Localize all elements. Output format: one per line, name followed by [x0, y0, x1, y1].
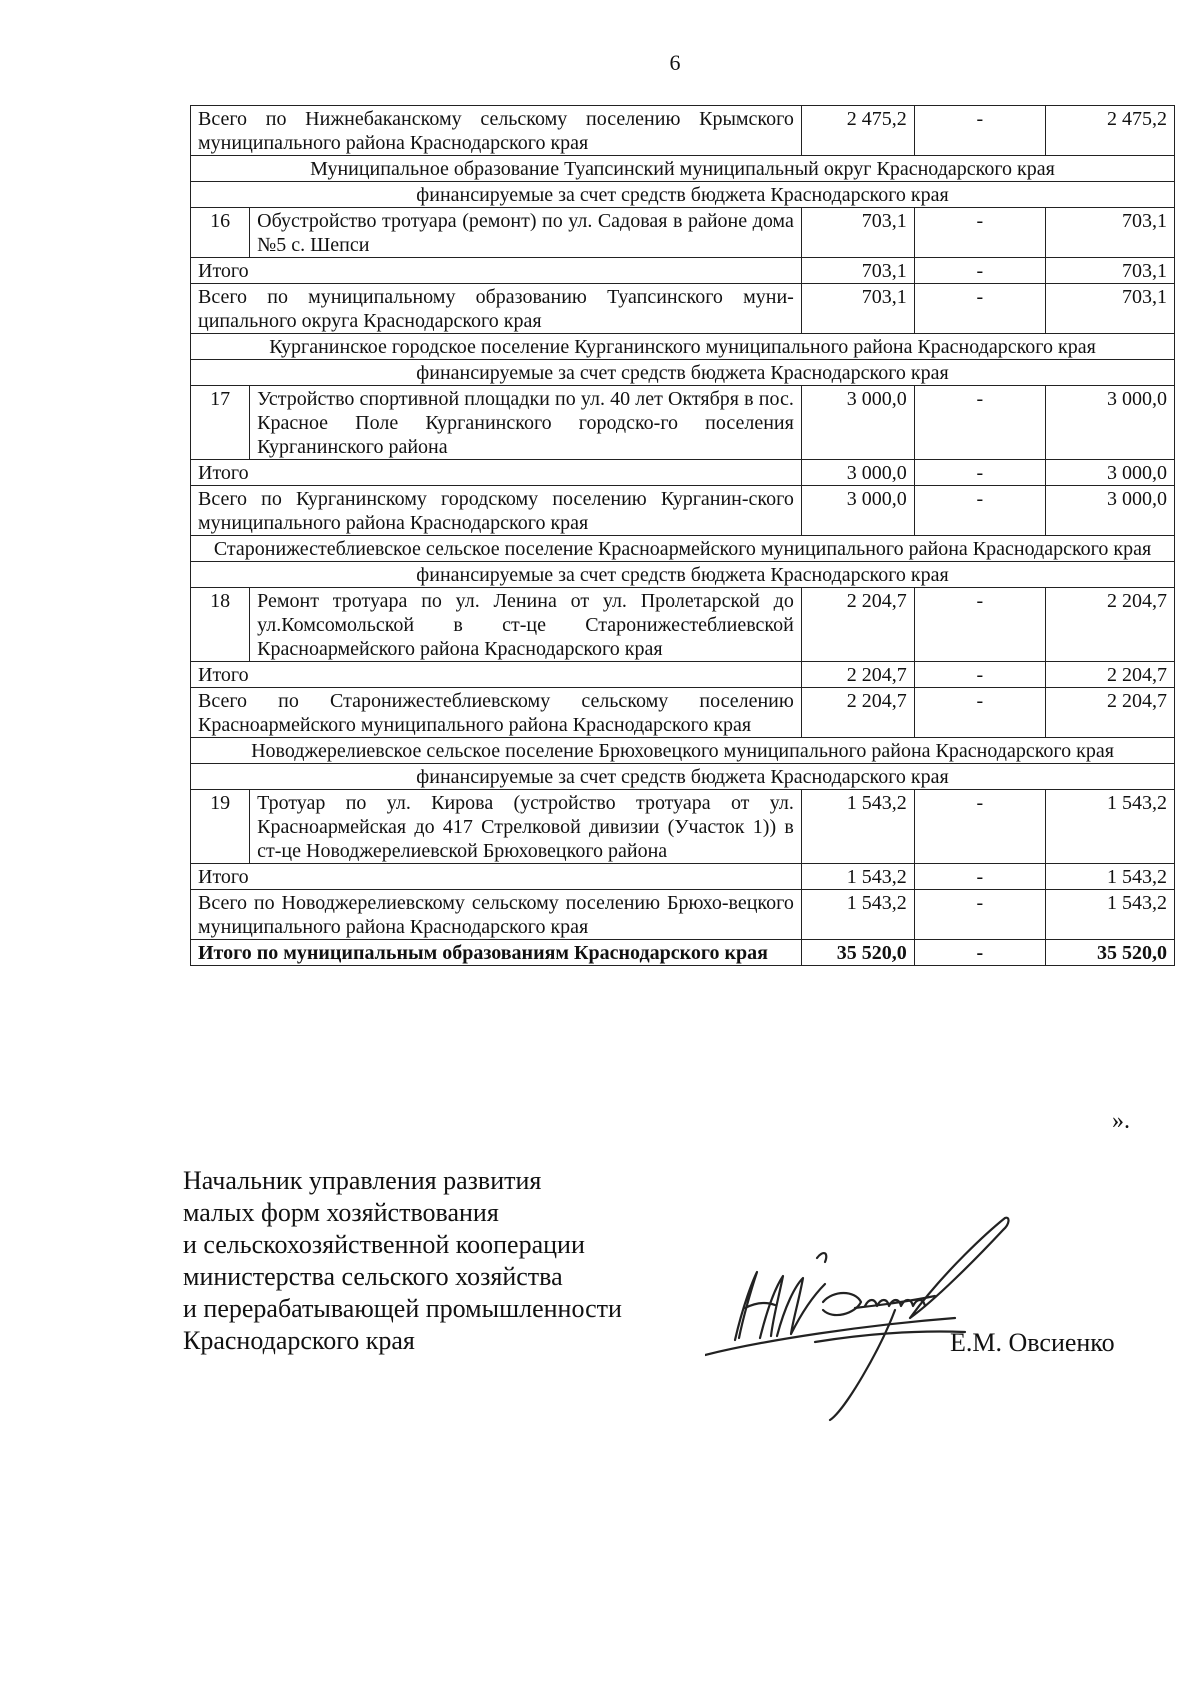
value-cell: - [914, 284, 1045, 334]
page-number: 6 [669, 50, 681, 75]
value-cell: 1 543,2 [801, 864, 914, 890]
table-row [191, 360, 1175, 386]
value-cell: 2 204,7 [1045, 588, 1174, 662]
value-cell: 1 543,2 [801, 890, 914, 940]
table-row [191, 284, 1175, 334]
value-cell: 2 204,7 [801, 662, 914, 688]
table-row [191, 790, 1175, 864]
item-description: Тротуар по ул. Кирова (устройство тротуара от ул. Красноармейская до 417 Стрелковой дивизии (Участок 1)) в ст-це Новоджерелиевской Брюховецкого района [250, 790, 802, 864]
section-header: Старонижестеблиевское сельское поселение Красноармейского муниципального района Краснодарского края [191, 536, 1175, 562]
value-cell: 703,1 [1045, 208, 1174, 258]
value-cell: 3 000,0 [801, 386, 914, 460]
value-cell: 2 475,2 [1045, 106, 1174, 156]
value-cell: 3 000,0 [1045, 460, 1174, 486]
section-header: финансируемые за счет средств бюджета Краснодарского края [191, 360, 1175, 386]
table-row [191, 662, 1175, 688]
value-cell: 2 204,7 [1045, 662, 1174, 688]
value-cell: 3 000,0 [1045, 386, 1174, 460]
value-cell: 2 204,7 [1045, 688, 1174, 738]
section-header: финансируемые за счет средств бюджета Краснодарского края [191, 764, 1175, 790]
total-label: Итого [191, 460, 802, 486]
table-row [191, 182, 1175, 208]
grand-total-row [191, 940, 1175, 966]
total-label: Итого [191, 258, 802, 284]
item-number: 16 [191, 208, 250, 258]
total-label: Всего по Старонижестеблиевскому сельскому поселению Красноармейского муниципального района Краснодарского края [191, 688, 802, 738]
item-number: 18 [191, 588, 250, 662]
value-cell: - [914, 864, 1045, 890]
value-cell: 2 204,7 [801, 688, 914, 738]
table-row [191, 688, 1175, 738]
section-header: Новоджерелиевское сельское поселение Брюховецкого муниципального района Краснодарского края [191, 738, 1175, 764]
value-cell: 3 000,0 [1045, 486, 1174, 536]
total-label: Итого [191, 864, 802, 890]
signatory-name: Е.М. Овсиенко [950, 1328, 1115, 1357]
table-row [191, 536, 1175, 562]
table-row [191, 562, 1175, 588]
section-header: финансируемые за счет средств бюджета Краснодарского края [191, 182, 1175, 208]
value-cell: - [914, 688, 1045, 738]
table-row [191, 334, 1175, 360]
value-cell: 1 543,2 [1045, 890, 1174, 940]
value-cell: 703,1 [1045, 284, 1174, 334]
table-row [191, 588, 1175, 662]
table-row [191, 208, 1175, 258]
value-cell: - [914, 940, 1045, 966]
item-number: 19 [191, 790, 250, 864]
value-cell: 3 000,0 [801, 486, 914, 536]
signatory-title-line: Краснодарского края [183, 1326, 415, 1355]
closing-quote: ». [1112, 1108, 1130, 1134]
table-row [191, 890, 1175, 940]
value-cell: 703,1 [801, 258, 914, 284]
value-cell: 35 520,0 [801, 940, 914, 966]
value-cell: 1 543,2 [1045, 864, 1174, 890]
signatory-title [183, 1165, 622, 1357]
table-row [191, 156, 1175, 182]
funding-table [190, 105, 1175, 966]
signatory-title-line: малых форм хозяйствования [183, 1198, 499, 1227]
total-label: Итого [191, 662, 802, 688]
section-header: Курганинское городское поселение Курганинского муниципального района Краснодарского края [191, 334, 1175, 360]
value-cell: - [914, 386, 1045, 460]
signatory-title-line: министерства сельского хозяйства [183, 1262, 563, 1291]
value-cell: 1 543,2 [801, 790, 914, 864]
table-row [191, 738, 1175, 764]
value-cell: 35 520,0 [1045, 940, 1174, 966]
value-cell: - [914, 486, 1045, 536]
total-label: Всего по Нижнебаканскому сельскому поселению Крымского муниципального района Краснодарского края [191, 106, 802, 156]
value-cell: - [914, 662, 1045, 688]
table-row [191, 460, 1175, 486]
table-row [191, 486, 1175, 536]
item-description: Ремонт тротуара по ул. Ленина от ул. Пролетарской до ул.Комсомольской в ст-це Старонижестеблиевской Красноармейского района Краснодарского края [250, 588, 802, 662]
signatory-title-line: Начальник управления развития [183, 1166, 542, 1195]
table-row [191, 386, 1175, 460]
grand-total-label: Итого по муниципальным образованиям Краснодарского края [191, 940, 802, 966]
handwritten-signature [705, 1210, 1085, 1430]
signatory-title-line: и перерабатывающей промышленности [183, 1294, 622, 1323]
table-row [191, 106, 1175, 156]
item-description: Обустройство тротуара (ремонт) по ул. Садовая в районе дома №5 с. Шепси [250, 208, 802, 258]
funding-table-body [191, 106, 1175, 966]
section-header: Муниципальное образование Туапсинский муниципальный округ Краснодарского края [191, 156, 1175, 182]
value-cell: 703,1 [801, 208, 914, 258]
value-cell: - [914, 790, 1045, 864]
total-label: Всего по муниципальному образованию Туапсинского муни-ципального округа Краснодарского края [191, 284, 802, 334]
value-cell: - [914, 258, 1045, 284]
value-cell: 703,1 [1045, 258, 1174, 284]
table-row [191, 258, 1175, 284]
total-label: Всего по Новоджерелиевскому сельскому поселению Брюхо-вецкого муниципального района Краснодарского края [191, 890, 802, 940]
table-row [191, 864, 1175, 890]
value-cell: 703,1 [801, 284, 914, 334]
value-cell: 2 475,2 [801, 106, 914, 156]
value-cell: 1 543,2 [1045, 790, 1174, 864]
value-cell: - [914, 890, 1045, 940]
table-row [191, 764, 1175, 790]
signatory-title-line: и сельскохозяйственной кооперации [183, 1230, 585, 1259]
value-cell: - [914, 208, 1045, 258]
section-header: финансируемые за счет средств бюджета Краснодарского края [191, 562, 1175, 588]
total-label: Всего по Курганинскому городскому поселению Курганин-ского муниципального района Краснодарского края [191, 486, 802, 536]
value-cell: 3 000,0 [801, 460, 914, 486]
value-cell: - [914, 588, 1045, 662]
value-cell: 2 204,7 [801, 588, 914, 662]
item-number: 17 [191, 386, 250, 460]
value-cell: - [914, 460, 1045, 486]
item-description: Устройство спортивной площадки по ул. 40 лет Октября в пос. Красное Поле Курганинского городско-го поселения Курганинского района [250, 386, 802, 460]
value-cell: - [914, 106, 1045, 156]
